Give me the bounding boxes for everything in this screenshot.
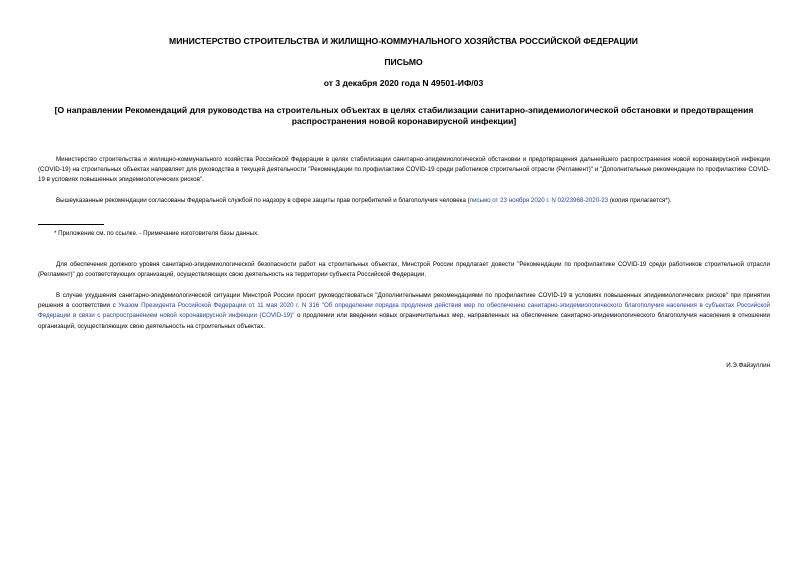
document-type: ПИСЬМО (384, 57, 423, 67)
ministry-title: МИНИСТЕРСТВО СТРОИТЕЛЬСТВА И ЖИЛИЩНО-КОММУНАЛЬНОГО ХОЗЯЙСТВА РОССИЙСКОЙ ФЕДЕРАЦИИ (169, 36, 638, 46)
decree-link[interactable]: Указом Президента Российской Федерации от 11 мая 2020 г. N 316 "Об определении порядка продления действия мер по обеспечению санитарно-эпидемиологического благополучия населения в субъектах Российской Федерации в связи с распространением новой коронавирусной инфекции (COVID-19)" (38, 302, 770, 320)
paragraph-2 (38, 196, 770, 206)
footnote: * Приложение см. по ссылке. - Примечание изготовителя базы данных. (54, 230, 259, 237)
letter-link[interactable]: письмо от 23 ноября 2020 г. N 02/23968-2020-23 (469, 197, 609, 204)
paragraph-1: Министерство строительства и жилищно-коммунального хозяйства Российской Федерации в целях стабилизации санитарно-эпидемиологической обстановки и предотвращения дальнейшего распространения новой коронавирусной инфекции (COVID-19) на строительных объектах направляет для руководства в текущей деятельности "Рекомендации по профилактике COVID-19 среди работников строительной отрасли (Регламент)" и "Дополнительные рекомендации по профилактике COVID-19 в условиях повышенных эпидемиологических рисков". (38, 156, 770, 184)
paragraph-4 (38, 291, 770, 332)
signature: И.Э.Файзуллин (726, 362, 770, 369)
paragraph-2-text-before: Вышеуказанные рекомендации согласованы Федеральной службой по надзору в сфере защиты прав потребителей и благополучия человека ( (56, 197, 470, 204)
paragraph-2-text-after: (копия прилагается*). (608, 197, 672, 204)
paragraph-4-text-before: В случае ухудшения санитарно-эпидемиологической ситуации Минстрой России просит руководствоваться "Дополнительными рекомендациями по профилактике COVID-19 в условиях повышенных эпидемиологических рисков" при принятии решения в соответствии с (38, 292, 770, 310)
document-date-number: от 3 декабря 2020 года N 49501-ИФ/03 (323, 78, 484, 88)
paragraph-4-text-after: о продлении или введении новых ограничительных мер, направленных на обеспечение санитарно-эпидемиологического благополучия населения в отношении организаций, осуществляющих свою деятельность на строительных объектах. (38, 312, 770, 330)
paragraph-3: Для обеспечения должного уровня санитарно-эпидемиологической безопасности работ на строительных объектах, Минстрой России предлагает довести "Рекомендации по профилактике COVID-19 среди работников строительной отрасли (Регламент)" до соответствующих организаций, осуществляющих свою деятельность на территории субъекта Российской Федерации. (38, 261, 770, 279)
footnote-divider (38, 224, 104, 225)
document-subject: [О направлении Рекомендаций для руководства на строительных объектах в целях стабилизации санитарно-эпидемиологической обстановки и предотвращения распространения новой коронавирусной инфекции] (54, 105, 754, 126)
